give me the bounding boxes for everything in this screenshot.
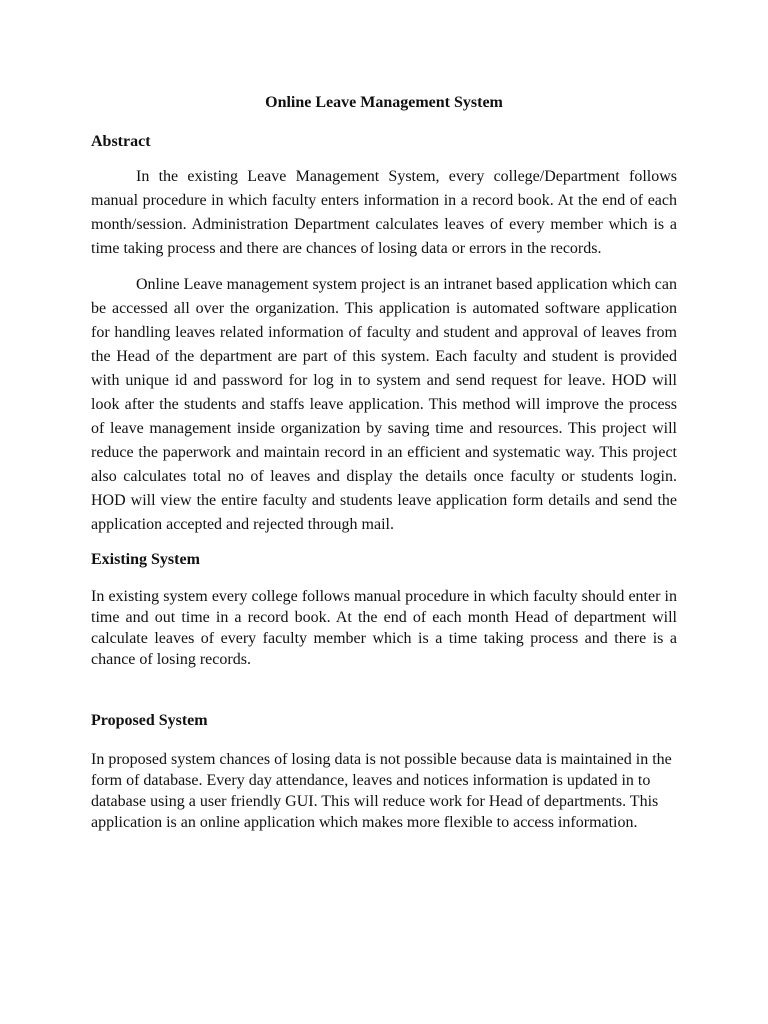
existing-system-paragraph: In existing system every college follows manual procedure in which faculty should enter in time and out time in a record book. At the end of each month Head of department will calculate leaves of every faculty member which is a time taking process and there is a chance of losing records.: [91, 588, 677, 668]
proposed-system-paragraph: In proposed system chances of losing data is not possible because data is maintained in the form of database. Every day attendance, leaves and notices information is updated in to database using a user friendly GUI. This will reduce work for Head of departments. This application is an online application which makes more flexible to access information.: [91, 751, 672, 831]
page-title: Online Leave Management System: [265, 94, 503, 111]
document-page: [91, 92, 677, 833]
abstract-paragraph-1: In the existing Leave Management System, every college/Department follows manual procedure in which faculty enters information in a record book. At the end of each month/session. Administration Department calculates leaves of every member which is a time taking process and there are chances of losing data or errors in the records.: [91, 168, 677, 257]
abstract-paragraph-2: Online Leave management system project is an intranet based application which can be accessed all over the organization. This application is automated software application for handling leaves related information of faculty and student and approval of leaves from the Head of the department are part of this system. Each faculty and student is provided with unique id and password for log in to system and send request for leave. HOD will look after the students and staffs leave application. This method will improve the process of leave management inside organization by saving time and resources. This project will reduce the paperwork and maintain record in an efficient and systematic way. This project also calculates total no of leaves and display the details once faculty or students login. HOD will view the entire faculty and students leave application form details and send the application accepted and rejected through mail.: [91, 276, 677, 533]
existing-system-heading: Existing System: [91, 551, 200, 568]
abstract-heading: Abstract: [91, 133, 151, 150]
proposed-system-heading: Proposed System: [91, 712, 208, 729]
